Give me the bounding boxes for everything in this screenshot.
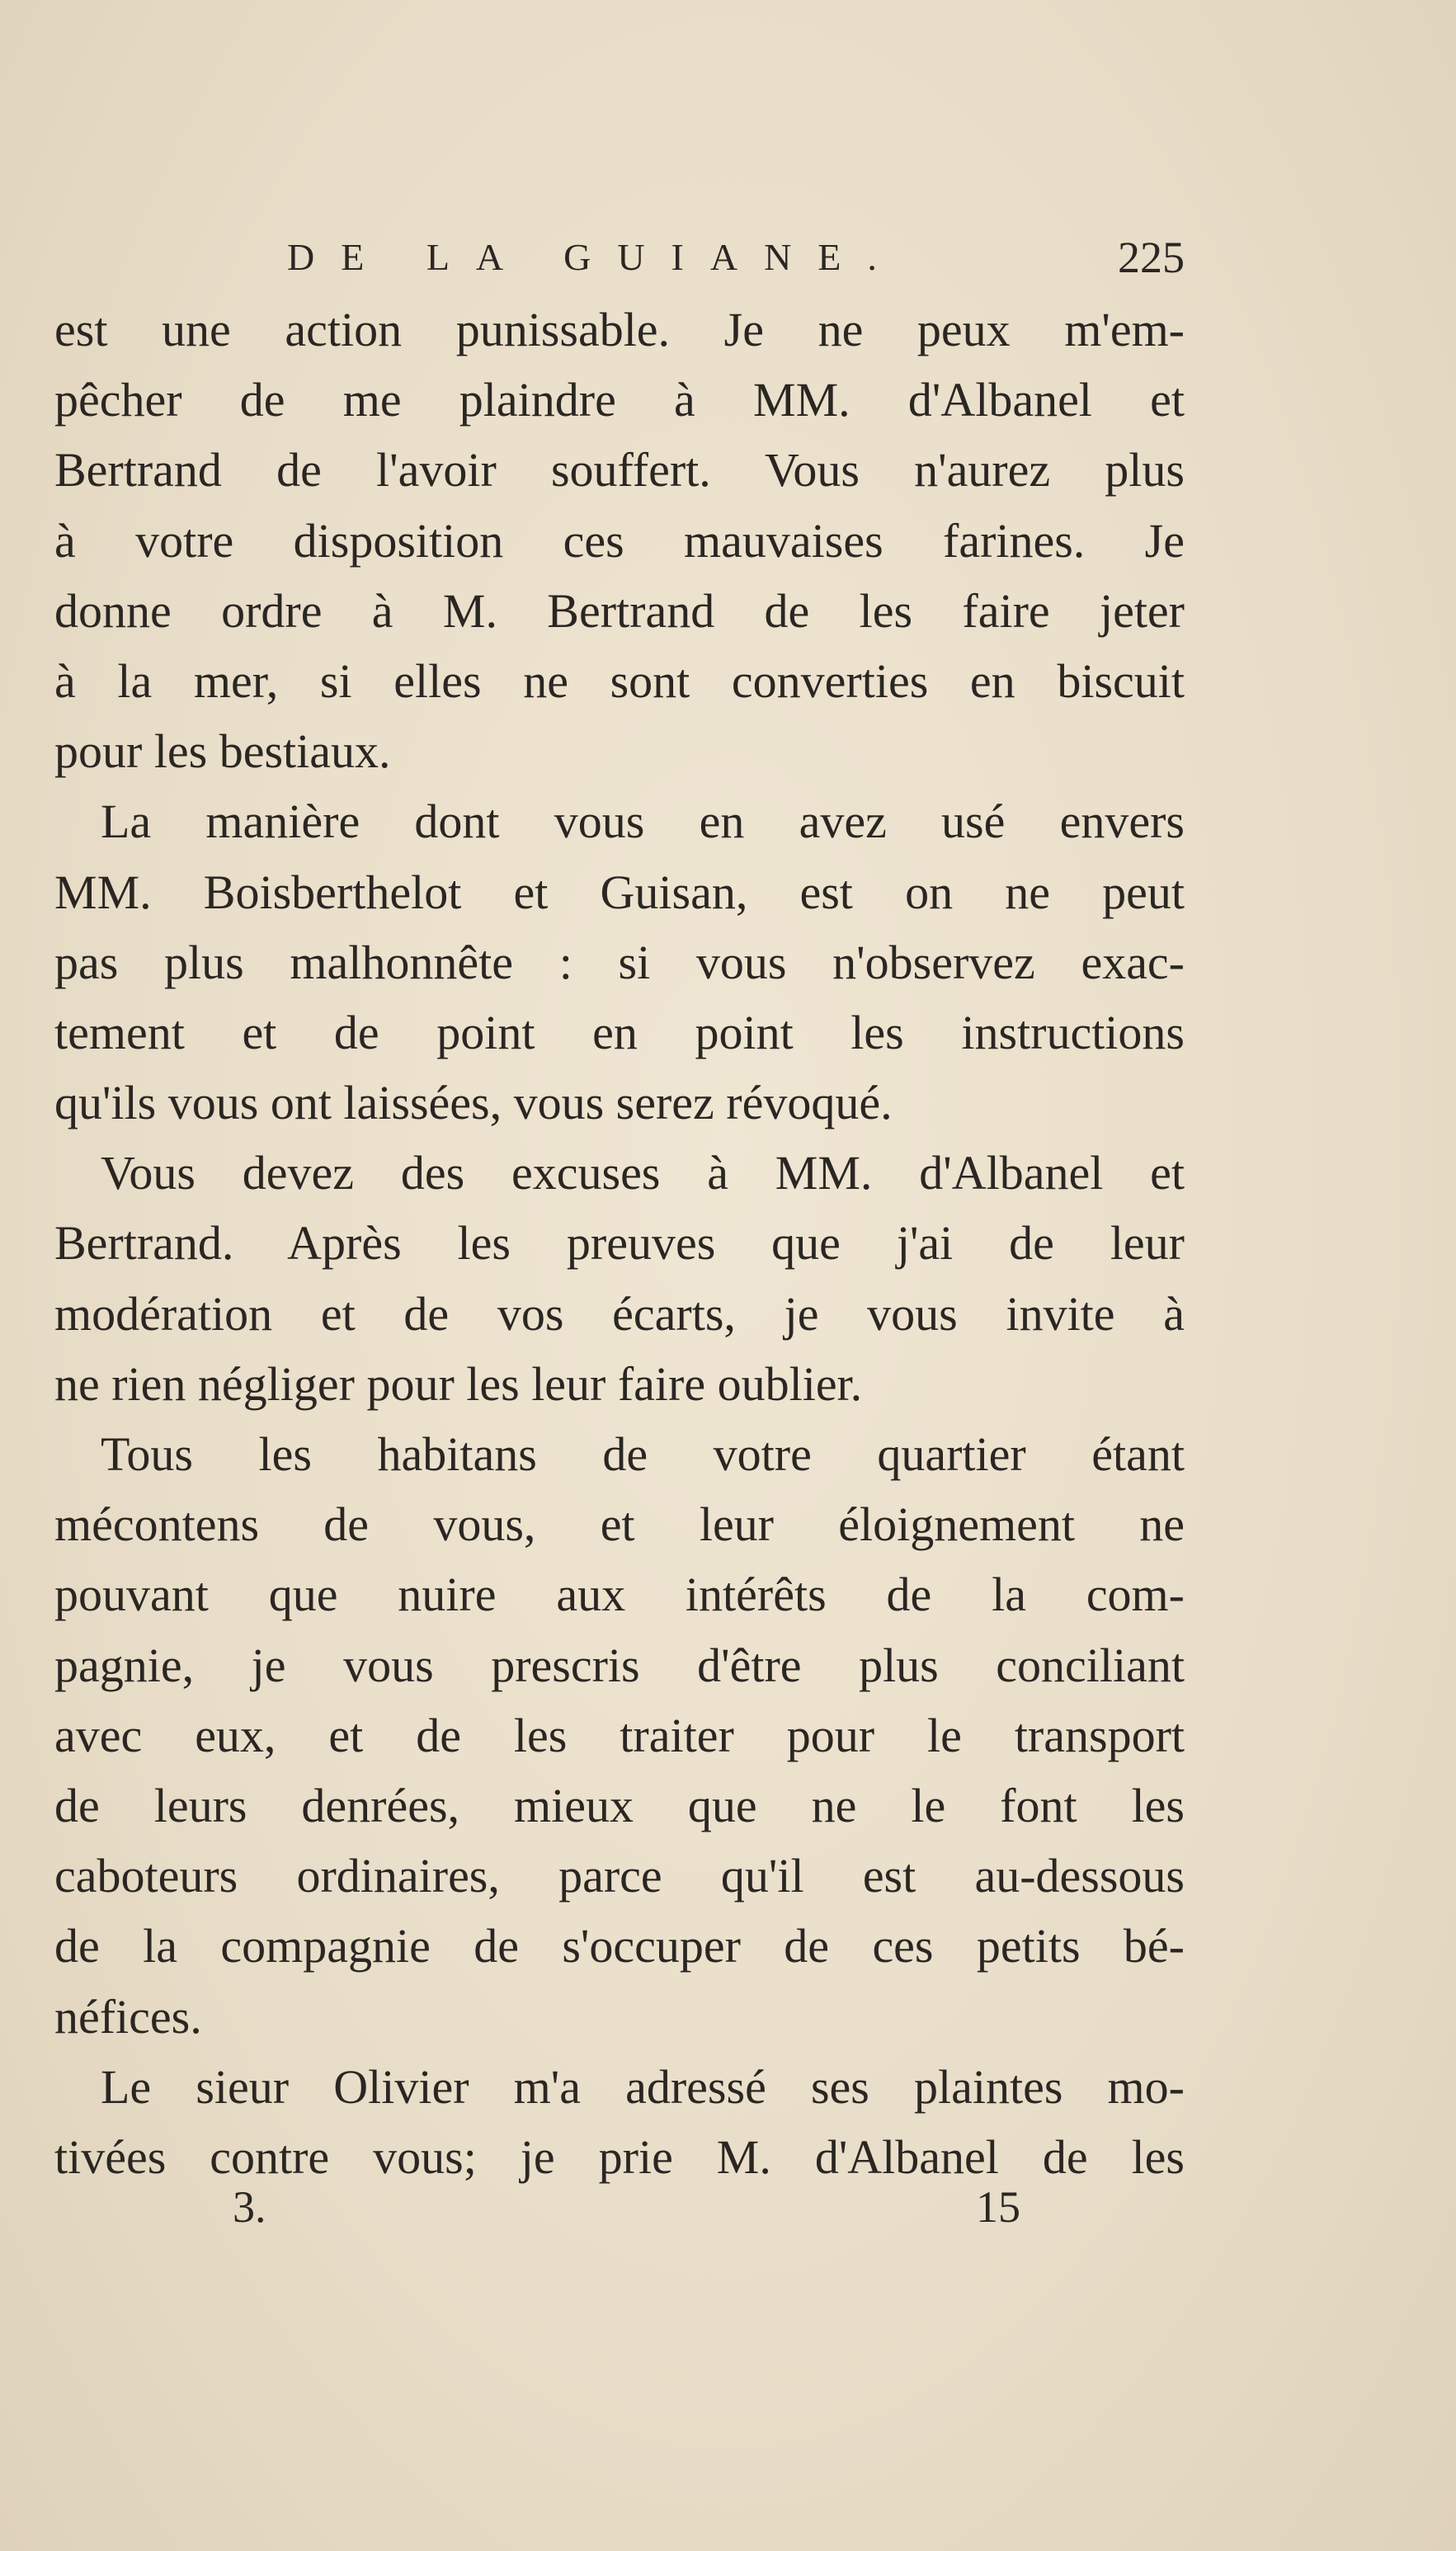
text-line: pour les bestiaux. — [54, 724, 391, 779]
text-line: de la compagnie de s'occuper de ces petits bé- — [54, 1919, 1185, 1973]
text-line: Bertrand de l'avoir souffert. Vous n'aurez plus — [54, 443, 1185, 497]
running-title: DE LA GUIANE. — [287, 236, 903, 278]
text-line: pêcher de me plaindre à MM. d'Albanel et — [54, 373, 1185, 427]
text-line: caboteurs ordinaires, parce qu'il est au-dessous — [54, 1849, 1185, 1903]
text-line: qu'ils vous ont laissées, vous serez révoqué. — [54, 1076, 893, 1130]
text-line: de leurs denrées, mieux que ne le font les — [54, 1778, 1185, 1832]
signature-volume: 3. — [233, 2182, 266, 2232]
text-line: tivées contre vous; je prie M. d'Albanel de les — [54, 2129, 1185, 2184]
text-line: pagnie, je vous prescris d'être plus conciliant — [54, 1638, 1185, 1692]
paragraph-start-line: La manière dont vous en avez usé envers — [101, 795, 1185, 849]
text-line: tement et de point en point les instructions — [54, 1005, 1185, 1059]
paragraph-start-line: Vous devez des excuses à MM. d'Albanel et — [101, 1146, 1185, 1200]
text-line: modération et de vos écarts, je vous invite à — [54, 1286, 1185, 1341]
page-footer — [54, 2178, 1185, 2236]
text-line: ne rien négliger pour les leur faire oublier. — [54, 1356, 863, 1411]
text-line: mécontens de vous, et leur éloignement ne — [54, 1497, 1185, 1552]
text-line: pas plus malhonnête : si vous n'observez exac- — [54, 935, 1185, 989]
text-line: à la mer, si elles ne sont converties en biscuit — [54, 653, 1185, 708]
text-line: MM. Boisberthelot et Guisan, est on ne peut — [54, 865, 1185, 919]
text-line: est une action punissable. Je ne peux m'em- — [54, 303, 1185, 356]
signature-sheet: 15 — [976, 2182, 1020, 2232]
text-line: Bertrand. Après les preuves que j'ai de leur — [54, 1216, 1185, 1271]
text-line: néfices. — [54, 1989, 202, 2044]
page-number: 225 — [1118, 233, 1185, 282]
paragraph-start-line: Tous les habitans de votre quartier étant — [101, 1427, 1185, 1481]
text-line: à votre disposition ces mauvaises farines. Je — [54, 513, 1185, 568]
text-line: donne ordre à M. Bertrand de les faire jeter — [54, 583, 1185, 638]
paragraph-start-line: Le sieur Olivier m'a adressé ses plaintes mo- — [101, 2059, 1185, 2114]
page-header — [54, 233, 1185, 282]
body-text — [54, 295, 1185, 2192]
text-line: avec eux, et de les traiter pour le transport — [54, 1708, 1185, 1762]
text-line: pouvant que nuire aux intérêts de la com- — [54, 1568, 1185, 1622]
